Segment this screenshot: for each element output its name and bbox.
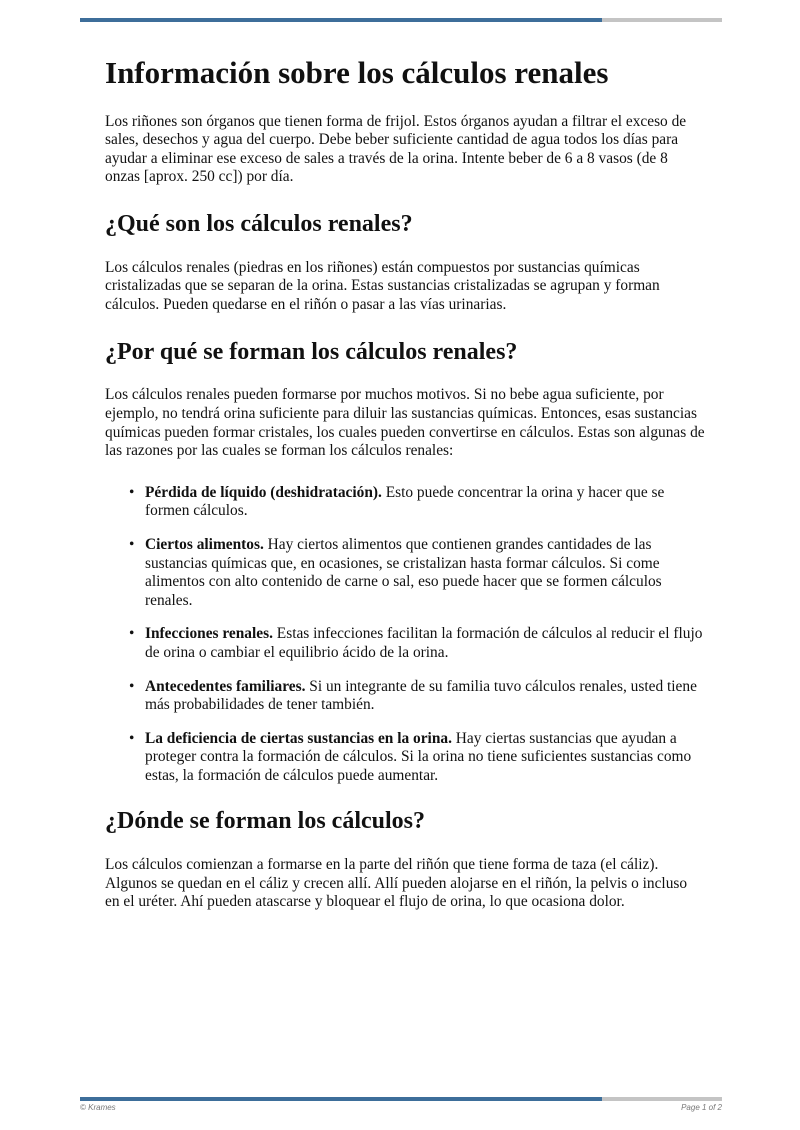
bottom-rule xyxy=(80,1097,722,1101)
list-item-text: Estas infecciones facilitan la formación de cálculos al reducir el flujo de orina o cambiar el equilibrio ácido de la orina. xyxy=(145,625,703,661)
list-item-text: Hay ciertos alimentos que contienen grandes cantidades de las sustancias químicas que, en ocasiones, se cristalizan hasta formar cálculos. Si come alimentos con alto contenido de carne o sal, eso puede hacer que se formen cálculos renales. xyxy=(145,535,662,609)
bullet-icon: • xyxy=(129,625,135,643)
footer-copyright: © Krames xyxy=(80,1103,116,1112)
list-item-title: La deficiencia de ciertas sustancias en la orina. xyxy=(145,729,452,747)
list-item xyxy=(105,536,705,610)
bottom-rule-gray xyxy=(602,1097,722,1101)
intro-paragraph: Los riñones son órganos que tienen forma de frijol. Estos órganos ayudan a filtrar el exceso de sales, desechos y agua del cuerpo. Debe beber suficiente cantidad de agua todos los días para ayudar a eliminar ese exceso de sales a través de la orina. Intente beber de 6 a 8 vasos (de 8 onzas [aprox. 250 cc]) por día. xyxy=(105,112,687,186)
bullet-icon: • xyxy=(129,677,135,695)
list-item-text: Si un integrante de su familia tuvo cálculos renales, usted tiene más probabilidades de tener también. xyxy=(145,677,697,714)
list-item xyxy=(105,678,705,715)
bullet-icon: • xyxy=(129,535,135,553)
causes-list xyxy=(105,484,705,786)
list-item xyxy=(105,484,705,521)
list-item-title: Ciertos alimentos. xyxy=(145,535,264,553)
section-heading-what: ¿Qué son los cálculos renales? xyxy=(105,211,413,238)
top-rule xyxy=(80,18,722,22)
section-text-what: Los cálculos renales (piedras en los riñones) están compuestos por sustancias químicas cristalizadas que se separan de la orina. Estas sustancias cristalizadas se agrupan y forman cálculos. Pueden quedarse en el riñón o pasar a las vías urinarias. xyxy=(105,258,660,313)
bottom-rule-blue xyxy=(80,1097,602,1101)
list-item-text: Hay ciertas sustancias que ayudan a proteger contra la formación de cálculos. Si la orina no tiene suficientes sustancias como estas, la formación de cálculos puede aumentar. xyxy=(145,729,692,784)
bullet-icon: • xyxy=(129,729,135,747)
footer-page-number: Page 1 of 2 xyxy=(681,1103,722,1112)
list-item xyxy=(105,730,705,786)
list-item-title: Infecciones renales. xyxy=(145,625,273,643)
top-rule-gray xyxy=(602,18,722,22)
bullet-icon: • xyxy=(129,483,135,501)
list-item-text: Esto puede concentrar la orina y hacer que se formen cálculos. xyxy=(145,483,665,520)
section-heading-why: ¿Por qué se forman los cálculos renales? xyxy=(105,338,518,365)
list-item-title: Antecedentes familiares. xyxy=(145,677,306,695)
page-title: Información sobre los cálculos renales xyxy=(105,55,609,90)
section-text-why: Los cálculos renales pueden formarse por muchos motivos. Si no bebe agua suficiente, por ejemplo, no tendrá orina suficiente para diluir las sustancias químicas. Entonces, esas sustancias químicas pueden formar cristales, los cuales pueden convertirse en cálculos. Estas son algunas de las razones por las cuales se forman los cálculos renales: xyxy=(105,386,705,460)
document-body xyxy=(105,55,705,935)
section-text-where: Los cálculos comienzan a formarse en la parte del riñón que tiene forma de taza (el cáliz). Algunos se quedan en el cáliz y crecen allí. Allí pueden alojarse en el riñón, la pelvis o incluso en el uréter. Ahí pueden atascarse y bloquear el flujo de orina, lo que ocasiona dolor. xyxy=(105,856,688,911)
list-item-title: Pérdida de líquido (deshidratación). xyxy=(145,483,382,501)
top-rule-blue xyxy=(80,18,602,22)
list-item xyxy=(105,625,705,662)
section-heading-where: ¿Dónde se forman los cálculos? xyxy=(105,808,425,835)
